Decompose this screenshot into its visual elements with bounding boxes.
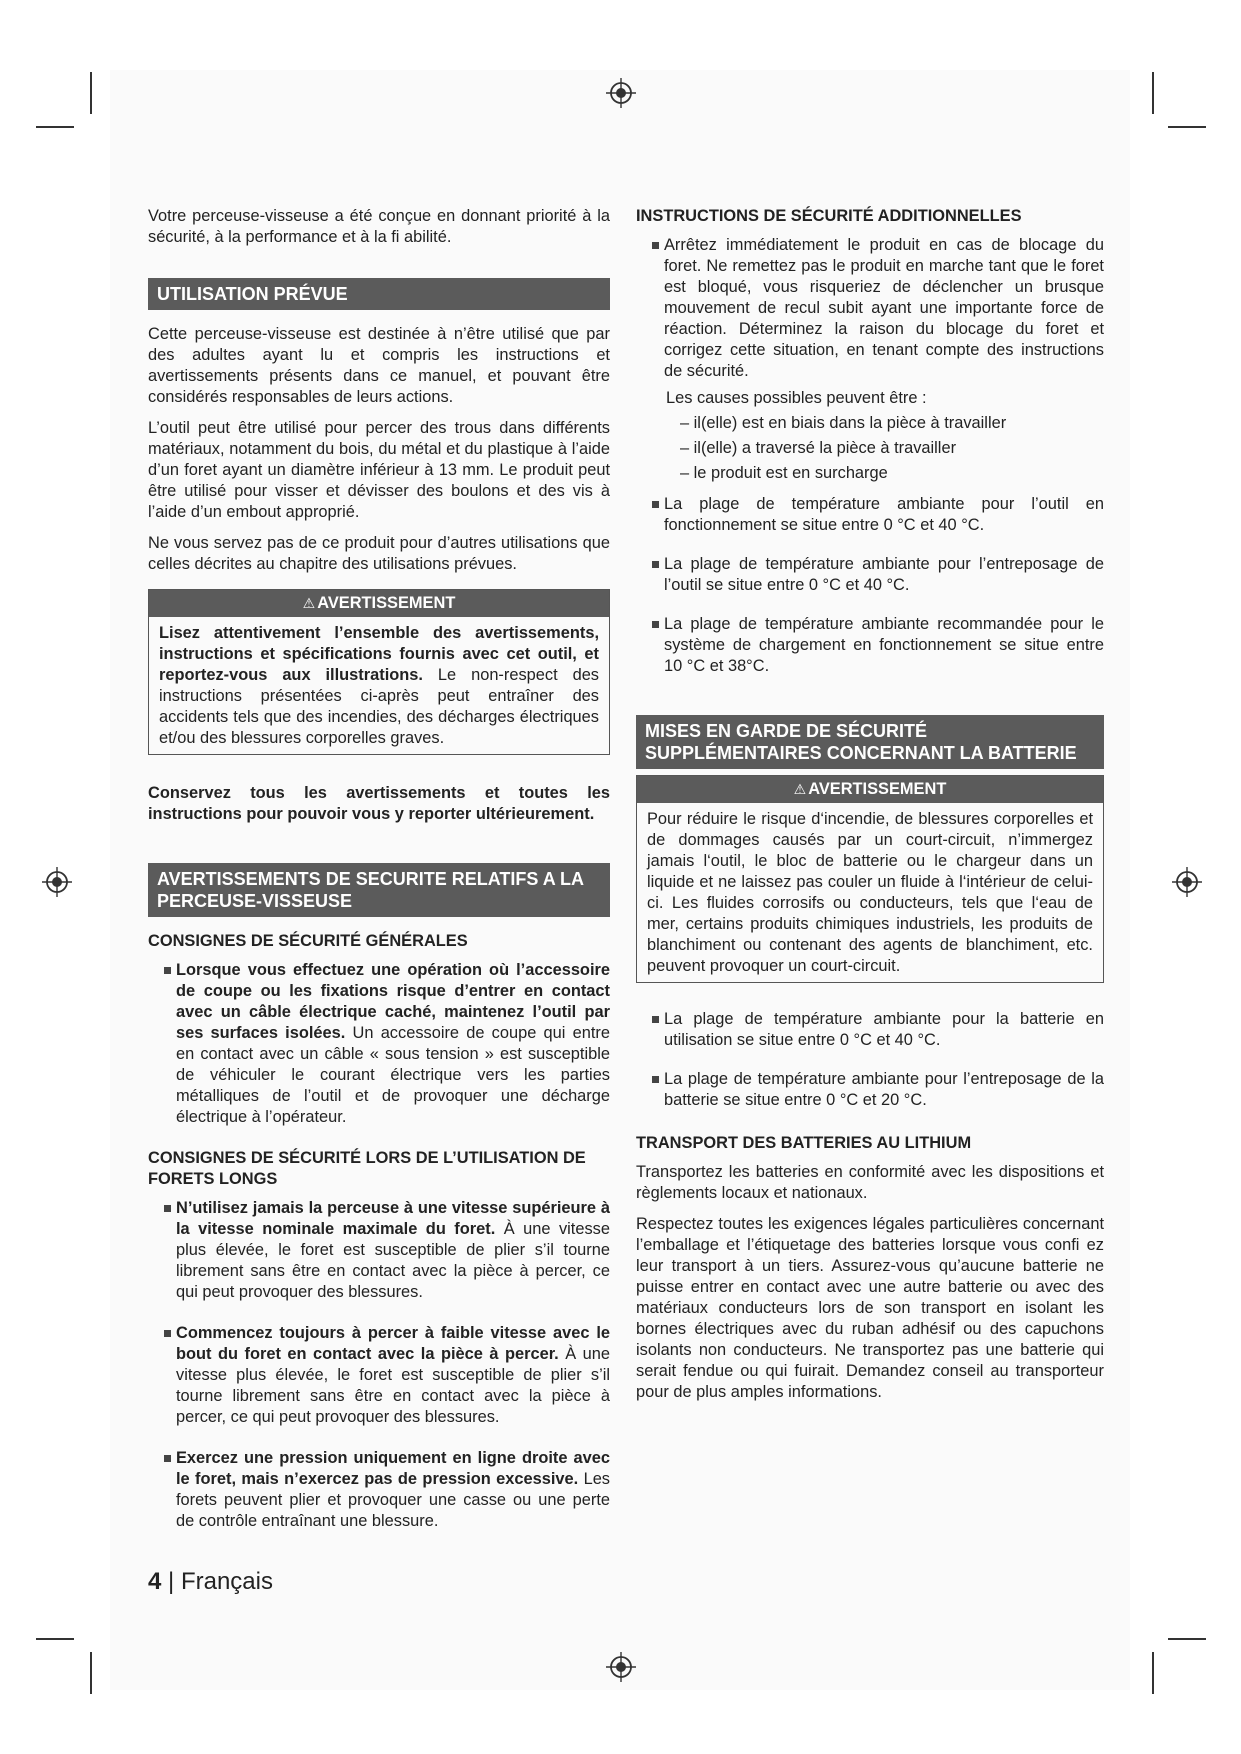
list-item xyxy=(148,1323,610,1428)
page-number: 4 xyxy=(148,1568,162,1595)
footer-language: Français xyxy=(180,1568,273,1595)
avert-title-line-2: PERCEUSE-VISSEUSE xyxy=(157,891,353,911)
list-item xyxy=(148,1448,610,1532)
registration-mark-icon xyxy=(42,867,72,897)
warning-title: AVERTISSEMENT xyxy=(808,780,947,798)
bullet-square-icon xyxy=(652,501,659,508)
section-title-batterie xyxy=(636,715,1104,769)
warning-bold-text: Lisez attentivement l’ensemble des avertissements, instructions et spécifications fournis avec cet outil, et reportez-vous aux illustrations. xyxy=(159,624,599,684)
bullet-square-icon xyxy=(652,1076,659,1083)
crop-mark xyxy=(1168,1638,1206,1640)
crop-mark xyxy=(90,72,92,114)
cause-item: – le produit est en surcharge xyxy=(680,464,888,482)
list-item xyxy=(148,1198,610,1303)
bullet-bold-text: Lorsque vous effectuez une opération où l’accessoire de coupe ou les fixations risque d’entrer en contact avec un câble électrique caché, maintenez l’outil par ses surfaces isolées. xyxy=(176,961,610,1042)
left-column xyxy=(148,206,610,1544)
registration-mark-icon xyxy=(606,78,636,108)
consignes-generales-heading: CONSIGNES DE SÉCURITÉ GÉNÉRALES xyxy=(148,932,468,950)
warning-title: AVERTISSEMENT xyxy=(317,594,456,612)
cause-item: – il(elle) a traversé la pièce à travailler xyxy=(680,439,957,457)
list-item xyxy=(636,1009,1104,1051)
bullet-square-icon xyxy=(652,561,659,568)
intro-paragraph: Votre perceuse-visseuse a été conçue en donnant priorité à la sécurité, à la performance et à la fi abilité. xyxy=(148,207,610,246)
bullet-bold-text: Commencez toujours à percer à faible vitesse avec le bout du foret en contact avec la pièce à percer. xyxy=(176,1324,610,1363)
crop-mark xyxy=(36,1638,74,1640)
bullet-text: La plage de température ambiante recommandée pour le système de chargement en fonctionnement se situe entre 10 °C et 38°C. xyxy=(664,615,1104,675)
conservez-paragraph: Conservez tous les avertissements et toutes les instructions pour pouvoir vous y reporter ultérieurement. xyxy=(148,784,610,823)
bullet-text: Arrêtez immédiatement le produit en cas de blocage du foret. Ne remettez pas le produit en marche tant que le foret est bloqué, vous risqueriez de déclencher un brusque mouvement de recul subit ayant une importante force de réaction. Déterminez la raison du blocage du foret et corrigez cette situation, en tenant compte des instructions de sécurité. xyxy=(664,236,1104,380)
bullet-text: Les forets peuvent plier et provoquer une casse ou une perte de contrôle entraînant une blessure. xyxy=(176,1470,611,1530)
list-item xyxy=(636,554,1104,596)
bullet-text: La plage de température ambiante pour l’outil en fonctionnement se situe entre 0 °C et 40 °C. xyxy=(664,495,1104,534)
registration-mark-icon xyxy=(606,1652,636,1682)
transport-heading: TRANSPORT DES BATTERIES AU LITHIUM xyxy=(636,1134,972,1152)
page-footer xyxy=(148,1568,273,1596)
list-item xyxy=(148,960,610,1128)
warning-box xyxy=(148,589,610,755)
causes-intro: Les causes possibles peuvent être : xyxy=(666,389,927,407)
utilisation-paragraph-3: Ne vous servez pas de ce produit pour d’autres utilisations que celles décrites au chapitre des utilisations prévues. xyxy=(148,534,610,573)
warning-body: Pour réduire le risque d‘incendie, de blessures corporelles et de dommages causés par un court-circuit, n’immergez jamais l‘outil, le bloc de batterie ou le chargeur dans un liquide et ne laissez pas couler un fluide à l‘intérieur de celui-ci. Les fluides corrosifs ou conducteurs, tels que l‘eau de mer, certains produits chimiques industriels, les produits de blanchiment ou contenant des agents de blanchiment, etc. peuvent provoquer un court-circuit. xyxy=(647,810,1093,975)
bullet-text: À une vitesse plus élevée, le foret est susceptible de plier s’il tourne librement sans être en contact avec la pièce à percer, ce qui peut provoquer des blessures. xyxy=(176,1220,610,1301)
avert-title-line-1: AVERTISSEMENTS DE SECURITE RELATIFS A LA xyxy=(157,869,585,889)
bullet-text: La plage de température ambiante pour l’entreposage de l’outil se situe entre 0 °C et 40 °C. xyxy=(664,555,1104,594)
utilisation-paragraph-1: Cette perceuse-visseuse est destinée à n’être utilisé que par des adultes ayant lu et compris les instructions et avertissements présents dans ce manuel, et pouvant être considérés responsables de leurs actions. xyxy=(148,325,610,406)
bullet-square-icon xyxy=(164,967,171,974)
warning-text: Le non-respect des instructions présentées ci-après peut entraîner des accidents tels que des incendies, des décharges électriques et/ou des blessures corporelles graves. xyxy=(159,666,600,747)
bullet-square-icon xyxy=(652,1016,659,1023)
battery-title-line-1: MISES EN GARDE DE SÉCURITÉ xyxy=(645,721,928,741)
crop-mark xyxy=(90,1652,92,1694)
cause-item: – il(elle) est en biais dans la pièce à travailler xyxy=(680,414,1007,432)
list-item xyxy=(636,1069,1104,1111)
bullet-square-icon xyxy=(652,242,659,249)
section-title-avertissements xyxy=(148,863,610,917)
transport-paragraph-2: Respectez toutes les exigences légales particulières concernant l’emballage et l’étiquetage des batteries lorsque vous confi ez leur transport à un tiers. Assurez-vous qu’aucune batterie ne puisse entrer en contact avec une autre batterie ou avec des matériaux conducteurs lors de son transport en isolant les bornes électriques avec du ruban adhésif ou des capuchons isolants non conducteurs. Ne transportez pas une batterie qui serait fendue ou qui fuirait. Demandez conseil au transporteur pour de plus amples informations. xyxy=(636,1215,1104,1401)
bullet-text: À une vitesse plus élevée, le foret est susceptible de plier s’il tourne librement sans être en contact avec la pièce à percer, ce qui peut provoquer des blessures. xyxy=(176,1345,610,1426)
registration-mark-icon xyxy=(1172,867,1202,897)
crop-mark xyxy=(1152,1652,1154,1694)
bullet-square-icon xyxy=(164,1455,171,1462)
section-title-utilisation: UTILISATION PRÉVUE xyxy=(148,278,610,310)
bullet-square-icon xyxy=(652,621,659,628)
bullet-text: La plage de température ambiante pour la batterie en utilisation se situe entre 0 °C et 40 °C. xyxy=(664,1010,1104,1049)
bullet-text: Un accessoire de coupe qui entre en contact avec un câble « sous tension » est susceptible de véhiculer le courant électrique vers les parties métalliques de l’outil et de provoquer une décharge électrique à l’opérateur. xyxy=(176,1024,610,1126)
warning-body xyxy=(149,617,609,754)
crop-mark xyxy=(1152,72,1154,114)
list-item xyxy=(636,235,1104,382)
right-column xyxy=(636,206,1104,1413)
bullet-square-icon xyxy=(164,1205,171,1212)
warning-triangle-icon: ⚠ xyxy=(793,781,807,797)
list-item xyxy=(636,494,1104,536)
battery-title-line-2: SUPPLÉMENTAIRES CONCERNANT LA BATTERIE xyxy=(645,743,1077,763)
warning-triangle-icon: ⚠ xyxy=(302,595,316,611)
bullet-text: La plage de température ambiante pour l’entreposage de la batterie se situe entre 0 °C et 20 °C. xyxy=(664,1070,1104,1109)
warning-header xyxy=(149,590,609,617)
bullet-bold-text: N’utilisez jamais la perceuse à une vitesse supérieure à la vitesse nominale maximale du foret. xyxy=(176,1199,610,1238)
crop-mark xyxy=(36,126,74,128)
instructions-additionnelles-heading: INSTRUCTIONS DE SÉCURITÉ ADDITIONNELLES xyxy=(636,207,1022,225)
transport-paragraph-1: Transportez les batteries en conformité avec les dispositions et règlements locaux et nationaux. xyxy=(636,1163,1104,1202)
utilisation-paragraph-2: L’outil peut être utilisé pour percer des trous dans différents matériaux, notamment du bois, du métal et du plastique à l’aide d’un foret ayant un diamètre inférieur à 13 mm. Le produit peut être utilisé pour visser et dévisser des boulons et des vis à l’aide d’un embout approprié. xyxy=(148,419,610,521)
consignes-forets-longs-heading: CONSIGNES DE SÉCURITÉ LORS DE L’UTILISATION DE FORETS LONGS xyxy=(148,1149,586,1188)
footer-separator: | xyxy=(161,1568,181,1595)
list-item xyxy=(636,614,1104,677)
crop-mark xyxy=(1168,126,1206,128)
warning-box-battery xyxy=(636,775,1104,983)
bullet-square-icon xyxy=(164,1330,171,1337)
warning-header xyxy=(637,776,1103,803)
bullet-bold-text: Exercez une pression uniquement en ligne droite avec le foret, mais n’exercez pas de pression excessive. xyxy=(176,1449,610,1488)
